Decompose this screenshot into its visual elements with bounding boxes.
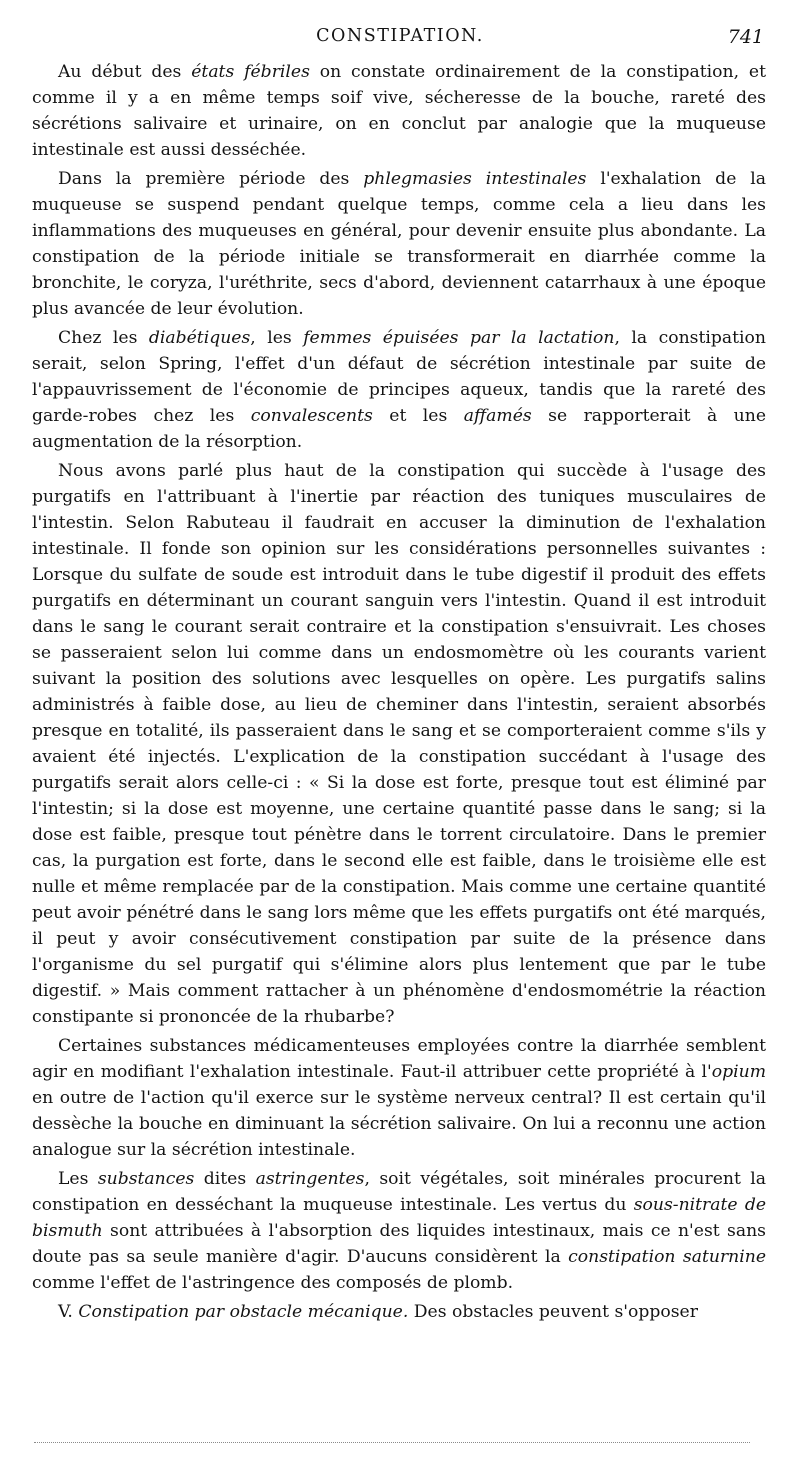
text-run: sont attribuées à l'absorption des liquides intestinaux, mais ce n'est sans doute pas sa seule manière d'agir. D'aucuns considèrent la [32, 1221, 766, 1267]
italic-run: diabétiques [148, 328, 251, 348]
paragraph [32, 325, 766, 455]
footer-dotted-rule [34, 1442, 750, 1443]
italic-run: Constipation par obstacle mécanique. [78, 1302, 409, 1322]
italic-run: opium [711, 1062, 766, 1082]
text-run: , la constipation serait, selon Spring, l'effet d'un défaut de sécrétion intestinale par suite de l'appauvrissement de l'économie de principes aqueux, tandis que la rareté des garde-robes chez les [32, 328, 766, 426]
italic-run: constipation saturnine [568, 1247, 766, 1267]
text-run: l'exhalation de la muqueuse se suspend pendant quelque temps, comme cela a lieu dans les inflammations des muqueuses en général, pour devenir ensuite plus abondante. La constipation de la période initiale se transformerait en diarrhée comme la bronchite, le coryza, l'uréthrite, secs d'abord, deviennent catarrhaux à une époque plus avancée de leur évolution. [32, 169, 766, 319]
paragraph [32, 166, 766, 322]
text-run: V. [58, 1302, 79, 1322]
text-run: se rapporterait à une augmentation de la résorption. [32, 406, 766, 452]
italic-run: femmes épuisées par la lactation [303, 328, 615, 348]
text-run: Des obstacles peuvent s'opposer [408, 1302, 698, 1322]
text-run: Dans la première période des [58, 169, 364, 189]
italic-run: astringentes [255, 1169, 365, 1189]
page-header [30, 26, 770, 56]
paragraph [32, 1033, 766, 1163]
italic-run: substances [97, 1169, 195, 1189]
page-number: 741 [727, 26, 764, 48]
text-run: Les [58, 1169, 98, 1189]
text-run: Nous avons parlé plus haut de la constipation qui succède à l'usage des purgatifs en l'attribuant à l'inertie par réaction des tuniques musculaires de l'intestin. Selon Rabuteau il faudrait en accuser la diminution de l'exhalation intestinale. Il fonde son opinion sur les considérations personnelles suivantes : Lorsque du sulfate de soude est introduit dans le tube digestif il produit des effets purgatifs en déterminant un courant sanguin vers l'intestin. Quand il est introduit dans le sang le courant serait contraire et la constipation s'ensuivrait. Les choses se passeraient selon lui comme dans un endosmomètre où les courants varient suivant la position des solutions avec lesquelles on opère. Les purgatifs salins administrés à faible dose, au lieu de cheminer dans l'intestin, seraient absorbés presque en totalité, ils passeraient dans le sang et se comporteraient comme s'ils y avaient été injectés. L'explication de la constipation succédant à l'usage des purgatifs serait alors celle-ci : « Si la dose est forte, presque tout est éliminé par l'intestin; si la dose est moyenne, une certaine quantité passe dans le sang; si la dose est faible, presque tout pénètre dans le torrent circulatoire. Dans le premier cas, la purgation est forte, dans le second elle est faible, dans le troisième elle est nulle et même remplacée par de la constipation. Mais comme une certaine quantité peut avoir pénétré dans le sang lors même que les effets purgatifs ont été marqués, il peut y avoir consécutivement constipation par suite de la présence dans l'organisme du sel purgatif qui s'élimine alors plus lentement que par le tube digestif. » Mais comment rattacher à un phénomène d'endosmométrie la réaction constipante si prononcée de la rhubarbe? [32, 461, 766, 1027]
text-run: et les [372, 406, 464, 426]
text-run: en outre de l'action qu'il exerce sur le système nerveux central? Il est certain qu'il dessèche la bouche en diminuant la sécrétion salivaire. On lui a reconnu une action analogue sur la sécrétion intestinale. [32, 1088, 766, 1160]
text-run: comme l'effet de l'astringence des composés de plomb. [32, 1273, 514, 1293]
italic-run: affamés [463, 406, 532, 426]
italic-run: états fébriles [191, 62, 310, 82]
running-head: CONSTIPATION. [316, 26, 484, 46]
paragraph [32, 1166, 766, 1296]
text-run: , les [250, 328, 304, 348]
text-run: , soit végétales, soit minérales procurent la constipation en desséchant la muqueuse intestinale. Les vertus du [32, 1169, 766, 1215]
text-run: on constate ordinairement de la constipation, et comme il y a en même temps soif vive, sécheresse de la bouche, rareté des sécrétions salivaire et urinaire, on en conclut par analogie que la muqueuse intestinale est aussi desséchée. [32, 62, 766, 160]
text-run: Chez les [58, 328, 149, 348]
text-run: Au début des [58, 62, 192, 82]
italic-run: convalescents [250, 406, 373, 426]
body-text [32, 59, 766, 1325]
text-run: dites [194, 1169, 256, 1189]
paragraph [32, 1299, 766, 1325]
paragraph [32, 59, 766, 163]
italic-run: phlegmasies intestinales [363, 169, 587, 189]
text-run: Certaines substances médicamenteuses employées contre la diarrhée semblent agir en modifiant l'exhalation intestinale. Faut-il attribuer cette propriété à l' [32, 1036, 766, 1082]
italic-run: sous-nitrate de bismuth [32, 1195, 766, 1241]
paragraph [32, 458, 766, 1030]
